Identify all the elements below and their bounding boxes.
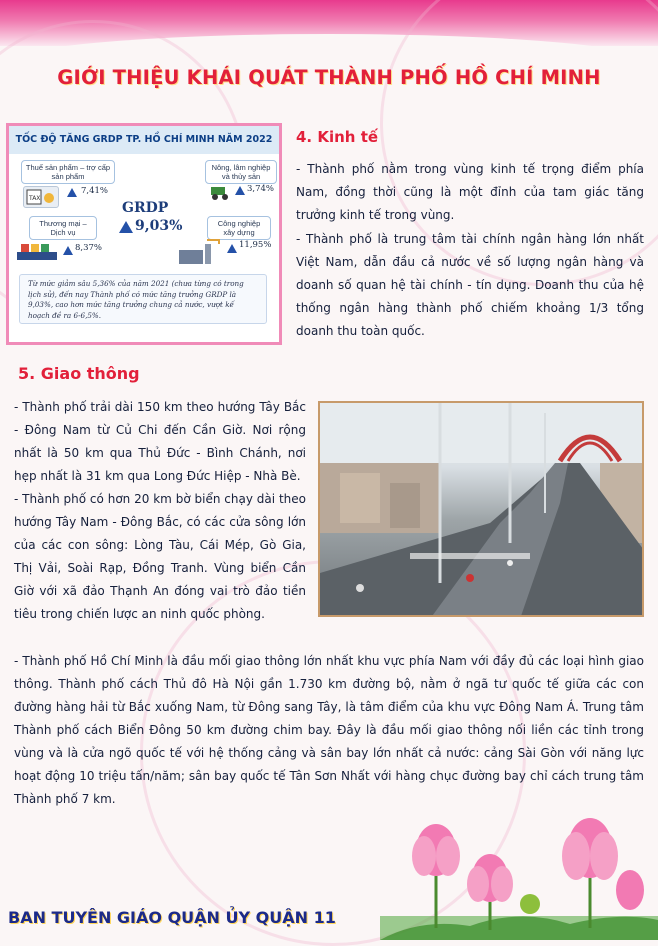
factory-icon bbox=[177, 238, 221, 266]
paragraph: - Thành phố có hơn 20 km bờ biển chạy dài theo hướng Tây Nam - Đông Bắc, có các cửa sông lớn của các con sông: Lòng Tàu, Cái Mép, Gò Gia, Thị Vải, Soài Rạp, Đồng Tranh. Vùng biển Cần Giờ với xã đảo Thạnh An đóng vai trò đảo tiền tiêu trong chiến lược an ninh quốc phòng. bbox=[14, 492, 306, 621]
bridge-photo bbox=[318, 401, 644, 617]
sector-label: Công nghiệp xây dựng bbox=[207, 216, 271, 240]
industry-illustration bbox=[177, 238, 221, 266]
sector-value: 7,41% bbox=[81, 186, 109, 196]
tax-illustration bbox=[23, 186, 59, 208]
section-heading-economy: 4. Kinh tế bbox=[296, 128, 379, 146]
page-title: GIỚI THIỆU KHÁI QUÁT THÀNH PHỐ HỒ CHÍ MINH bbox=[57, 66, 601, 89]
infographic-note: Từ mức giảm sâu 5,36% của năm 2021 (chưa từng có trong lịch sử), đến nay Thành phố có mức tăng trưởng GRDP là 9,03%, cao hơn mức tăng trưởng chung cả nước, vượt kế hoạch đề ra 6-6,5%. bbox=[19, 274, 267, 324]
sector-label: Nông, lâm nghiệp và thủy sản bbox=[205, 160, 277, 184]
paragraph: - Thành phố nằm trong vùng kinh tế trọng điểm phía Nam, đồng thời cũng là một đỉnh của tam giác tăng trưởng kinh tế trong vùng. bbox=[296, 162, 644, 222]
lotus-flowers-image bbox=[380, 808, 658, 940]
sector-value: 11,95% bbox=[239, 240, 272, 250]
grdp-value: 9,03% bbox=[135, 218, 183, 234]
bridge-road-image bbox=[320, 403, 644, 617]
infographic-header: TỐC ĐỘ TĂNG GRDP TP. HỒ CHÍ MINH NĂM 2022 bbox=[9, 126, 279, 154]
svg-text:TAX: TAX bbox=[29, 195, 41, 202]
lotus-decoration bbox=[380, 808, 658, 940]
tractor-icon bbox=[209, 181, 233, 201]
section-heading-transport: 5. Giao thông bbox=[18, 364, 140, 383]
sector-label: Thương mại – Dịch vụ bbox=[29, 216, 97, 240]
ship-icon bbox=[15, 240, 59, 266]
agriculture-illustration bbox=[209, 181, 233, 201]
sector-value: 3,74% bbox=[247, 184, 275, 194]
grdp-label: GRDP bbox=[122, 200, 169, 216]
growth-arrow-icon bbox=[67, 188, 77, 197]
growth-arrow-icon bbox=[119, 221, 133, 233]
tax-icon bbox=[24, 187, 58, 207]
paragraph: - Thành phố là trung tâm tài chính ngân hàng lớn nhất Việt Nam, dẫn đầu cả nước về số lượng ngân hàng và doanh số quan hệ tài chính - tín dụng. Doanh thu của hệ thống ngân hàng thành phố chiếm khoảng 1/3 tổng doanh thu toàn quốc. bbox=[296, 232, 644, 338]
trade-illustration bbox=[15, 240, 59, 266]
growth-arrow-icon bbox=[63, 246, 73, 255]
growth-arrow-icon bbox=[235, 186, 245, 195]
paragraph: - Thành phố Hồ Chí Minh là đầu mối giao thông lớn nhất khu vực phía Nam với đầy đủ các loại hình giao thông. Thành phố cách Thủ đô Hà Nội gần 1.730 km đường bộ, nằm ở ngã tư quốc tế giữa các con đường hàng hải từ Bắc xuống Nam, từ Đông sang Tây, là tâm điểm của khu vực Đông Nam Á. Trung tâm Thành phố cách Biển Đông 50 km đường chim bay. Đây là đầu mối giao thông nối liền các tỉnh trong vùng và là cửa ngõ quốc tế với hệ thống cảng và sân bay lớn nhất cả nước: cảng Sài Gòn với năng lực hoạt động 10 triệu tấn/năm; sân bay quốc tế Tân Sơn Nhất với hàng chục đường bay chỉ cách trung tâm Thành phố 7 km. bbox=[14, 654, 644, 806]
growth-arrow-icon bbox=[227, 244, 237, 253]
footer-organization: BAN TUYÊN GIÁO QUẬN ỦY QUẬN 11 bbox=[8, 908, 336, 927]
sector-label: Thuế sản phẩm – trợ cấp sản phẩm bbox=[21, 160, 115, 184]
grdp-infographic bbox=[6, 123, 282, 345]
paragraph: - Thành phố trải dài 150 km theo hướng Tây Bắc - Đông Nam từ Củ Chi đến Cần Giờ. Nơi rộng nhất là 50 km qua Thủ Đức - Bình Chánh, nơi hẹp nhất là 31 km qua Long Đức Hiệp - Nhà Bè. bbox=[14, 400, 306, 483]
sector-value: 8,37% bbox=[75, 243, 103, 253]
